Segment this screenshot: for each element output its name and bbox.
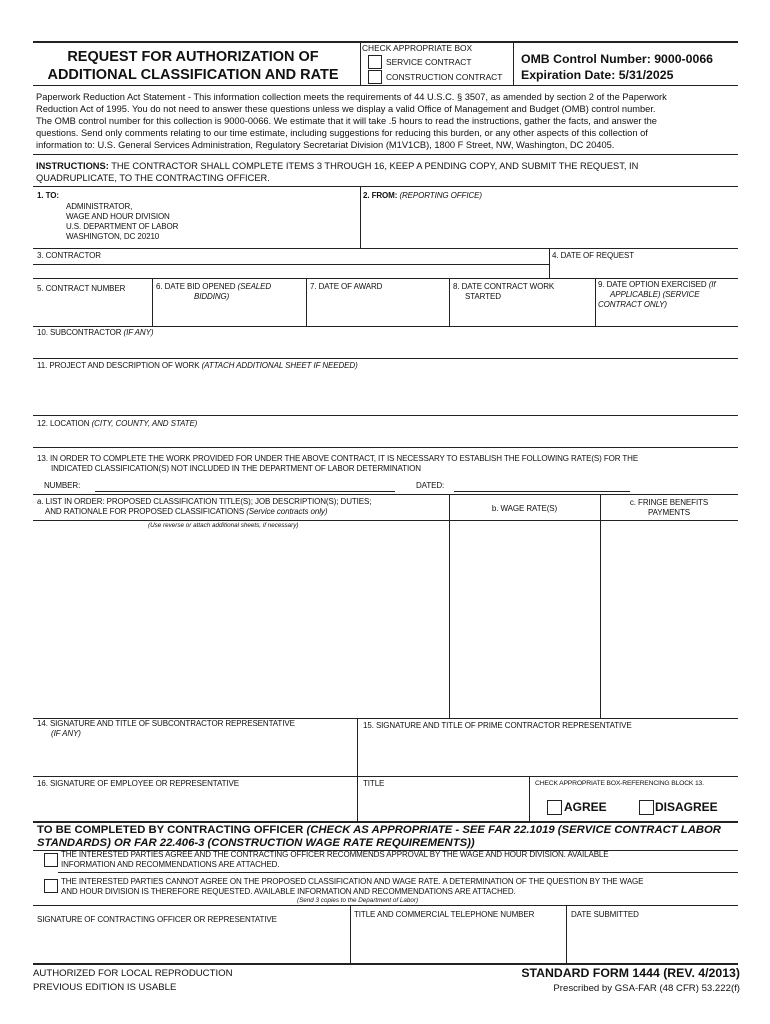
rule	[33, 776, 738, 777]
title-phone-label: TITLE AND COMMERCIAL TELEPHONE NUMBER	[354, 910, 535, 919]
construction-contract-checkbox[interactable]	[368, 70, 382, 84]
officer-option-disagree: THE INTERESTED PARTIES CANNOT AGREE ON THE PROPOSED CLASSIFICATION AND WAGE RATE. A DETERMINATION OF THE QUESTION BY THE WAGE AND HOUR DIVISION IS THEREFORE REQUESTED. AVAILABLE INFORMATION AND RECOMMENDATIONS ARE ATTACHED.	[61, 877, 644, 896]
contractor-label: 3. CONTRACTOR	[37, 251, 101, 260]
col-divider	[306, 278, 307, 326]
send-copies-note: (Send 3 copies to the Department of Labor)	[297, 897, 419, 904]
col-divider	[595, 278, 596, 326]
col-b-header: b. WAGE RATE(S)	[491, 504, 558, 513]
rule	[58, 872, 738, 873]
date-work-started-label: 8. DATE CONTRACT WORK STARTED	[453, 282, 555, 301]
expiration-date: Expiration Date: 5/31/2025	[521, 68, 674, 82]
rule	[33, 447, 738, 448]
col-a-header: a. LIST IN ORDER: PROPOSED CLASSIFICATION TITLE(S); JOB DESCRIPTION(S); DUTIES; AND RATIONALE FOR PROPOSED CLASSIFICATIONS (Service contracts only)	[37, 497, 372, 516]
date-submitted-label: DATE SUBMITTED	[571, 910, 639, 919]
footer-left: AUTHORIZED FOR LOCAL REPRODUCTION PREVIOUS EDITION IS USABLE	[33, 968, 233, 993]
rule	[33, 85, 738, 86]
sig14-label: 14. SIGNATURE AND TITLE OF SUBCONTRACTOR REPRESENTATIVE (IF ANY)	[37, 719, 295, 738]
dated-line	[454, 491, 630, 492]
dated-label: DATED:	[416, 481, 445, 490]
item13-statement: 13. IN ORDER TO COMPLETE THE WORK PROVIDED FOR UNDER THE ABOVE CONTRACT, IT IS NECESSARY TO ESTABLISH THE FOLLOWING RATE(S) FOR THE INDICATED CLASSIFICATION(S) NOT INCLUDED IN THE DEPARTMENT OF LABOR DETERMINATION	[37, 454, 639, 473]
col-divider	[357, 718, 358, 821]
officer-signature-label: SIGNATURE OF CONTRACTING OFFICER OR REPRESENTATIVE	[37, 915, 277, 924]
date-bid-opened-label: 6. DATE BID OPENED (SEALED BIDDING)	[156, 282, 272, 301]
bottom-rule	[33, 963, 738, 965]
col-divider	[360, 186, 361, 248]
officer-option-agree: THE INTERESTED PARTIES AGREE AND THE CONTRACTING OFFICER RECOMMENDS APPROVAL BY THE WAGE AND HOUR DIVISION. AVAILABLE INFORMATION AND RECOMMENDATIONS ARE ATTACHED.	[61, 850, 609, 869]
col-divider	[600, 494, 601, 718]
check13-label: CHECK APPROPRIATE BOX-REFERENCING BLOCK 13.	[535, 780, 704, 787]
instructions: INSTRUCTIONS: THE CONTRACTOR SHALL COMPLETE ITEMS 3 THROUGH 16, KEEP A PENDING COPY, AND SUBMIT THE REQUEST, IN QUADRUPLICATE, TO THE CONTRACTING OFFICER.	[36, 161, 639, 183]
sig15-label: 15. SIGNATURE AND TITLE OF PRIME CONTRACTOR REPRESENTATIVE	[363, 721, 632, 730]
rule	[33, 494, 738, 495]
to-address: ADMINISTRATOR, WAGE AND HOUR DIVISION U.S. DEPARTMENT OF LABOR WASHINGTON, DC 20210	[66, 202, 179, 241]
disagree-label: DISAGREE	[655, 800, 718, 814]
col-divider	[549, 248, 550, 278]
col-divider	[152, 278, 153, 326]
date-of-award-label: 7. DATE OF AWARD	[310, 282, 383, 291]
omb-number: OMB Control Number: 9000-0066	[521, 52, 714, 66]
contract-number-label: 5. CONTRACT NUMBER	[37, 284, 126, 293]
rule	[33, 186, 738, 187]
col-a-note: (Use reverse or attach additional sheets, if necessary)	[148, 522, 299, 529]
check-box-label: CHECK APPROPRIATE BOX	[362, 43, 473, 53]
subcontractor-label: 10. SUBCONTRACTOR (IF ANY)	[37, 328, 154, 337]
date-option-exercised-label: 9. DATE OPTION EXERCISED (If APPLICABLE) (SERVICE CONTRACT ONLY)	[598, 280, 716, 309]
rule	[33, 358, 738, 359]
rule	[33, 264, 549, 265]
officer-agree-checkbox[interactable]	[44, 853, 58, 867]
header-divider	[513, 41, 514, 85]
service-contract-checkbox[interactable]	[368, 55, 382, 69]
rule	[33, 154, 738, 155]
col-divider	[449, 278, 450, 326]
rule	[33, 415, 738, 416]
date-of-request-label: 4. DATE OF REQUEST	[552, 251, 635, 260]
rule	[33, 520, 738, 521]
paperwork-statement: Paperwork Reduction Act Statement - This information collection meets the requirements of 44 U.S.C. § 3507, as amended by section 2 of the Paperwork Reduction Act of 1995. You do not need to answer these questions unless we display a valid Office of Management and Budget (OMB) control number. The OMB control number for this collection is 9000-0066. We estimate that it will take .5 hours to read the instructions, gather the facts, and answer the questions. Send only comments relating to our time estimate, including suggestions for reducing this burden, or any other aspects of this collection of information to: U.S. General Services Administration, Regulatory Secretariat Division (M1V1CB), 1800 F Street, NW, Washington, DC 20405.	[36, 92, 667, 150]
header-divider	[360, 41, 361, 85]
form-number: STANDARD FORM 1444 (REV. 4/2013)	[521, 966, 740, 980]
col-divider	[350, 905, 351, 963]
disagree-checkbox[interactable]	[639, 800, 654, 815]
col-divider	[529, 776, 530, 821]
to-label: 1. TO:	[37, 191, 59, 200]
agree-label: AGREE	[564, 800, 607, 814]
title-label: TITLE	[363, 779, 385, 788]
project-label: 11. PROJECT AND DESCRIPTION OF WORK (ATTACH ADDITIONAL SHEET IF NEEDED)	[37, 361, 358, 370]
rule	[33, 278, 738, 279]
officer-heading: TO BE COMPLETED BY CONTRACTING OFFICER (CHECK AS APPROPRIATE - SEE FAR 22.1019 (SERVICE CONTRACT LABOR STANDARDS) OR FAR 22.406-3 (CONSTRUCTION WAGE RATE REQUIREMENTS))	[37, 824, 721, 849]
rule	[33, 905, 738, 906]
number-line	[95, 491, 395, 492]
from-label: 2. FROM: (REPORTING OFFICE)	[363, 191, 482, 200]
officer-disagree-checkbox[interactable]	[44, 879, 58, 893]
sig16-label: 16. SIGNATURE OF EMPLOYEE OR REPRESENTATIVE	[37, 779, 239, 788]
location-label: 12. LOCATION (CITY, COUNTY, AND STATE)	[37, 419, 198, 428]
col-c-header: c. FRINGE BENEFITS PAYMENTS	[629, 498, 709, 517]
agree-checkbox[interactable]	[547, 800, 562, 815]
form-title: REQUEST FOR AUTHORIZATION OF ADDITIONAL CLASSIFICATION AND RATE	[47, 49, 339, 83]
rule	[33, 248, 738, 249]
prescribed-by: Prescribed by GSA-FAR (48 CFR) 53.222(f)	[553, 983, 740, 994]
section-rule	[33, 821, 738, 823]
col-divider	[449, 494, 450, 718]
number-label: NUMBER:	[44, 481, 81, 490]
service-contract-label: SERVICE CONTRACT	[386, 57, 472, 67]
col-divider	[566, 905, 567, 963]
construction-contract-label: CONSTRUCTION CONTRACT	[386, 72, 503, 82]
rule	[33, 326, 738, 327]
